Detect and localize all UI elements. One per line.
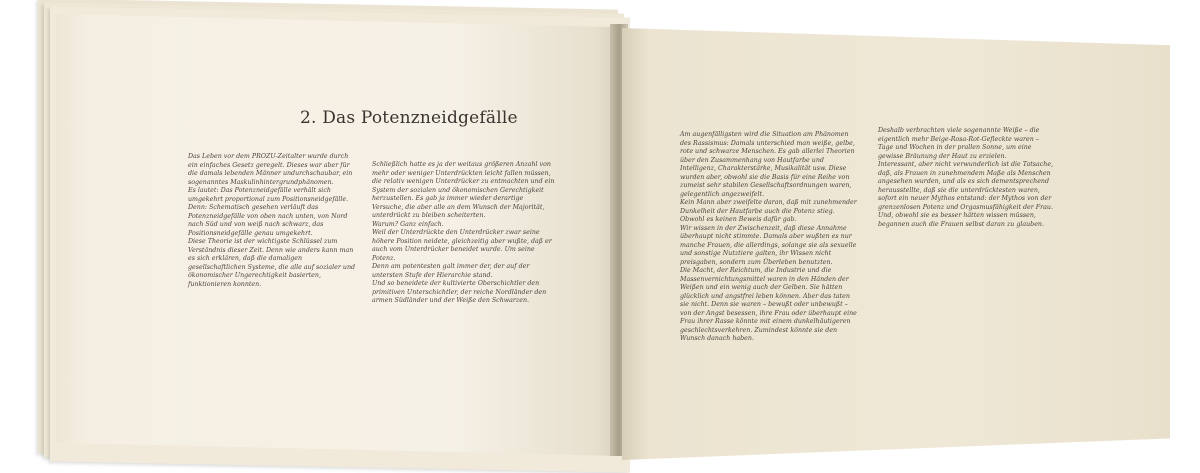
paragraph: Es lautet: Das Potenzneidgefälle verhält sich umgekehrt proportional zum Positionsneidgefälle. [188, 187, 349, 203]
paragraph: Interessant, aber nicht verwunderlich ist die Tatsache, daß, als Frauen in zunehmendem Maße als Menschen angesehen wurden, und als es sich dementsprechend herausstellte, daß sie die unterdrücktesten waren, sofort ein neuer Mythos entstand: der Mythos von der grenzenlosen Potenz und Orgasmusfähigkeit der Frau. Und, obwohl sie es besser hätten wissen müssen, begannen auch die Frauen selbst daran zu glauben. [878, 161, 1054, 228]
paragraph: Am augenfälligsten wird die Situation am Phänomen des Rassismus: Damals unterschied man weiße, gelbe, rote und schwarze Menschen. Es gab allerlei Theorien über den Zusammenhang von Hautfarbe und Intelligenz, Charakterstärke, Musikalität usw. Diese wurden aber, obwohl sie die Basis für eine Reihe von zumeist sehr stabilen Gesellschaftsordnungen waren, gelegentlich angezweifelt. [680, 131, 855, 198]
paragraph: Und so beneidete der kultivierte Oberschichtler den primitiven Unterschichtler, der reiche Nordländer den armen Südländer und der Weiße den Schwarzen. [372, 280, 547, 304]
right-page-column-1 [680, 131, 860, 344]
right-page-column-2 [878, 127, 1054, 229]
paragraph: Denn am potentesten galt immer der, der auf der untersten Stufe der Hierarchie stand. [372, 263, 530, 279]
left-page-column-1 [188, 153, 358, 289]
paragraph: Schließlich hatte es ja der weitaus größeren Anzahl von mehr oder weniger Unterdrückten leicht fallen müssen, die relativ wenigen Unterdrücker zu entmachten und ein System der sozialen und ökonomischen Gerechtigkeit herzustellen. Es gab ja immer wieder derartige Versuche, die aber alle an dem Wunsch der Majorität, unterdrückt zu bleiben scheiterten. [372, 161, 555, 219]
paragraph: Weil der Unterdrückte den Unterdrücker zwar seine höhere Position neidete, gleichzeitig aber wußte, daß er auch vom Unterdrücker beneidet wurde. Um seine Potenz. [372, 229, 552, 262]
paragraph: Diese Theorie ist der wichtigste Schlüssel zum Verständnis dieser Zeit. Denn wie anders kann man es sich erklären, daß die damaligen gesellschaftlichen Systeme, die alle auf sozialer und ökonomischer Ungerechtigkeit basierten, funktionieren konnten. [188, 238, 356, 288]
paragraph: Die Macht, der Reichtum, die Industrie und die Massenvernichtungsmittel waren in den Händen der Weißen und ein wenig auch der Gelben. Sie hätten glücklich und angstfrei leben können. Aber das taten sie nicht. Denn sie waren – bewußt oder unbewußt – von der Angst besessen, ihre Frau oder überhaupt eine Frau ihrer Rasse könnte mit einem dunkelhäutigeren geschlechtsverkehren. Zumindest könnte sie den Wunsch danach haben. [680, 267, 857, 342]
paragraph: Kein Mann aber zweifelte daran, daß mit zunehmender Dunkelheit der Hautfarbe auch die Potenz stieg. Obwohl es keinen Beweis dafür gab. [680, 199, 857, 223]
chapter-heading: 2. Das Potenzneidgefälle [300, 108, 518, 128]
paragraph: Wir wissen in der Zwischenzeit, daß diese Annahme überhaupt nicht stimmte. Damals aber wußten es nur manche Frauen, die allerdings, solange sie als sexuelle und sonstige Nutztiere galten, ihr Wissen nicht preisgaben, sondern zum Überleben benutzten. [680, 224, 857, 266]
paragraph: Warum? Ganz einfach. [372, 220, 444, 228]
paragraph: Deshalb verbrachten viele sogenannte Weiße – die eigentlich mehr Beige-Rosa-Rot-Gefleckte waren – Tage und Wochen in der prallen Sonne, um eine gewisse Bräunung der Haut zu erzielen. [878, 127, 1040, 160]
left-page-column-2 [372, 161, 556, 306]
paragraph: Das Leben vor dem PROZU-Zeitalter wurde durch ein einfaches Gesetz geregelt. Dieses war aber für die damals lebenden Männer undurchschaubar, ein sogenanntes Maskulinhintergrundphänomen. [188, 153, 353, 186]
paragraph: Denn: Schematisch gesehen verläuft das Potenzneidgefälle von oben nach unten, von Nord nach Süd und von weiß nach schwarz, das Positionsneidgefälle genau umgekehrt. [188, 204, 348, 237]
